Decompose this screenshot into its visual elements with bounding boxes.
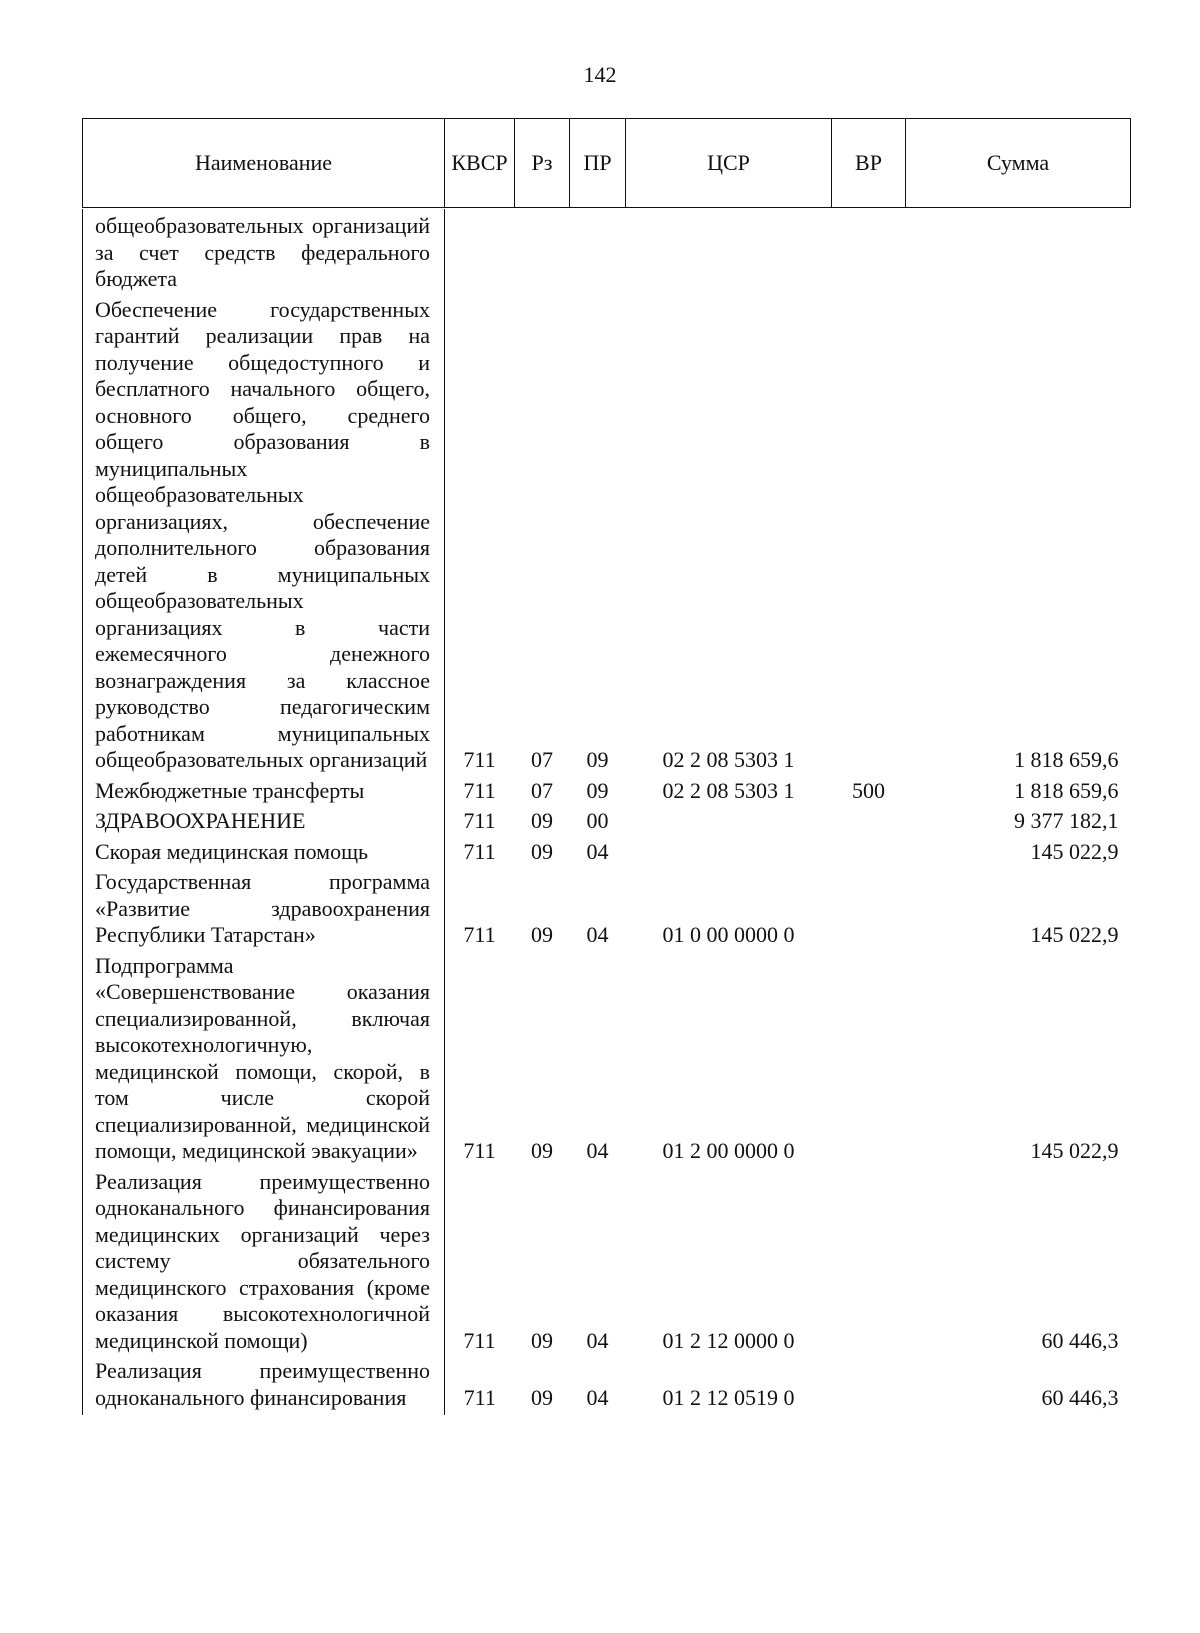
column-header-vr: ВР: [832, 119, 906, 208]
row-kvsr: 711: [463, 808, 496, 833]
row-sum: 145 022,9: [1030, 838, 1119, 864]
row-rz: 09: [531, 922, 553, 947]
row-kvsr: 711: [463, 838, 496, 864]
row-pr: 04: [586, 922, 609, 947]
table-row: [83, 839, 1131, 870]
row-sum: [906, 209, 1131, 297]
table-body: [82, 209, 1131, 1415]
row-name: Реализация преимущественно одноканального финансирования: [83, 1358, 445, 1415]
column-header-kvsr: КВСР: [445, 119, 515, 208]
column-header-pr: ПР: [570, 119, 626, 208]
column-header-name: Наименование: [83, 119, 445, 208]
row-vr: [832, 297, 906, 778]
row-pr: 04: [586, 1138, 609, 1163]
row-kvsr: 711: [463, 922, 496, 947]
row-sum: 145 022,9: [1030, 1138, 1119, 1163]
row-name: Реализация преимущественно одноканального финансирования медицинских организаций через систему обязательного медицинского страхования (кроме оказания высокотехнологичной медицинской помощи): [83, 1169, 445, 1359]
row-name: Подпрограмма «Совершенствование оказания специализированной, включая высокотехнологичную, медицинской помощи, скорой, в том числе скорой специализированной, медицинской помощи, медицинской эвакуации»: [83, 953, 445, 1169]
row-pr: [570, 209, 626, 297]
row-vr: [832, 869, 906, 953]
table-row: [83, 1358, 1131, 1415]
row-pr: 04: [586, 838, 609, 864]
row-csr: [626, 839, 832, 870]
row-rz: 09: [531, 1138, 553, 1163]
row-vr: [832, 1169, 906, 1359]
row-rz: 09: [531, 1384, 553, 1410]
row-csr: 02 2 08 5303 1: [662, 777, 795, 803]
row-kvsr: 711: [463, 1327, 496, 1353]
row-pr: 00: [586, 808, 609, 833]
row-pr: 09: [586, 777, 609, 803]
row-vr: [832, 839, 906, 870]
row-name: Государственная программа «Развитие здравоохранения Республики Татарстан»: [83, 869, 445, 953]
row-vr: [832, 953, 906, 1169]
row-kvsr: 711: [463, 1384, 496, 1410]
row-rz: 07: [531, 747, 553, 772]
row-sum: 60 446,3: [1041, 1327, 1119, 1353]
row-vr: 500: [852, 777, 885, 803]
table-row: [83, 1169, 1131, 1359]
column-header-sum: Сумма: [906, 119, 1131, 208]
row-kvsr: [445, 209, 515, 297]
row-kvsr: 711: [463, 1138, 496, 1163]
row-kvsr: 711: [463, 747, 496, 772]
column-header-csr: ЦСР: [626, 119, 832, 208]
row-rz: 09: [531, 1327, 553, 1353]
row-pr: 09: [586, 747, 609, 772]
row-pr: 04: [586, 1327, 609, 1353]
row-vr: [832, 209, 906, 297]
row-csr: 01 2 00 0000 0: [662, 1138, 795, 1163]
row-csr: 01 0 00 0000 0: [662, 922, 795, 947]
row-name: общеобразовательных организаций за счет средств федерального бюджета: [83, 209, 445, 297]
table-row: [83, 953, 1131, 1169]
row-sum: 1 818 659,6: [1014, 747, 1119, 772]
row-rz: 09: [531, 838, 553, 864]
row-sum: 145 022,9: [1030, 922, 1119, 947]
row-csr: [626, 808, 832, 839]
table-row: [83, 869, 1131, 953]
row-rz: 07: [531, 777, 553, 803]
row-rz: [515, 209, 570, 297]
row-sum: 1 818 659,6: [1014, 777, 1119, 803]
page-number: 142: [583, 62, 617, 87]
row-name: Межбюджетные трансферты: [83, 778, 445, 809]
row-name: Обеспечение государственных гарантий реализации прав на получение общедоступного и бесплатного начального общего, основного общего, среднего общего образования в муниципальных общеобразовательных организациях, обеспечение дополнительного образования детей в муниципальных общеобразовательных организациях в части ежемесячного денежного вознаграждения за классное руководство педагогическим работникам муниципальных общеобразовательных организаций: [83, 297, 445, 778]
row-sum: 9 377 182,1: [1014, 808, 1119, 833]
row-csr: 01 2 12 0000 0: [662, 1327, 795, 1353]
row-vr: [832, 1358, 906, 1415]
row-csr: 02 2 08 5303 1: [662, 747, 795, 772]
row-name: ЗДРАВООХРАНЕНИЕ: [83, 808, 445, 839]
row-pr: 04: [586, 1384, 609, 1410]
table-row: [83, 209, 1131, 297]
column-header-rz: Рз: [515, 119, 570, 208]
table-row: [83, 808, 1131, 839]
row-csr: 01 2 12 0519 0: [662, 1384, 795, 1410]
row-vr: [832, 808, 906, 839]
row-name: Скорая медицинская помощь: [83, 839, 445, 870]
table-row: [83, 778, 1131, 809]
row-csr: [626, 209, 832, 297]
row-kvsr: 711: [463, 777, 496, 803]
row-sum: 60 446,3: [1041, 1384, 1119, 1410]
table-row: [83, 297, 1131, 778]
table-header: [82, 118, 1131, 208]
row-rz: 09: [531, 808, 553, 833]
